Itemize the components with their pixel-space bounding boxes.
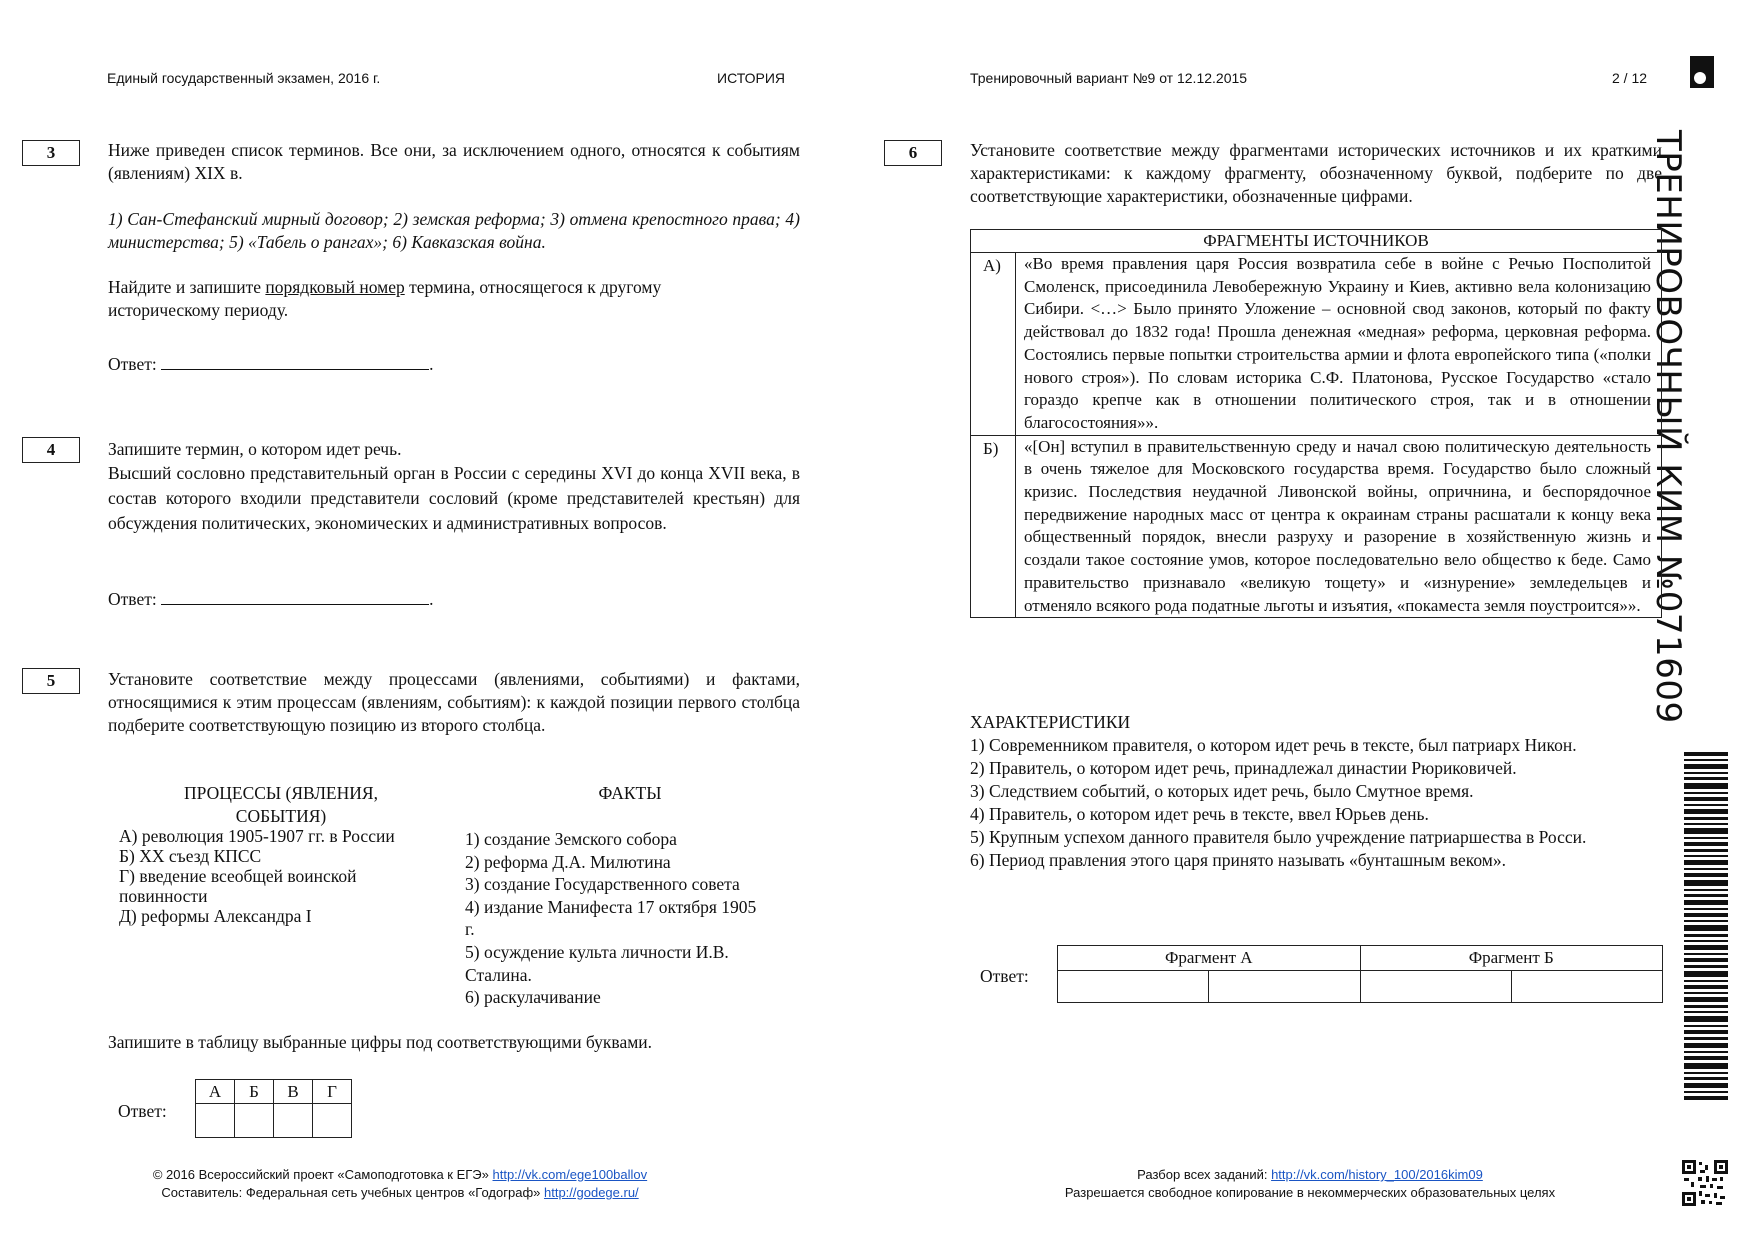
- header-subject: ИСТОРИЯ: [717, 70, 786, 86]
- footer-right: Разбор всех заданий: http://vk.com/history_100/2016kim09 Разрешается свободное копирование в некоммерческих образовательных целях: [1000, 1166, 1620, 1202]
- answer-cell[interactable]: [274, 1104, 313, 1138]
- table-header-v: В: [274, 1080, 313, 1104]
- fragment-label: Б): [971, 435, 1016, 618]
- task3-answer-field[interactable]: [161, 351, 429, 370]
- list-item: 5) осуждение культа личности И.В. Сталина.: [465, 941, 729, 985]
- list-item: Д) реформы Александра I: [119, 906, 312, 926]
- task-number-4: 4: [22, 437, 80, 463]
- characteristics-list: [970, 734, 1662, 872]
- task4-definition: Высший сословно представительный орган в России с середины XVI до конца XVII века, в состав которого входили представители сословий (кроме представителей крестьян) для обсуждения политических, экономических и административных вопросов.: [108, 463, 800, 533]
- task5-answer-table: [195, 1079, 352, 1138]
- answer-cell[interactable]: [313, 1104, 352, 1138]
- list-item: 1) создание Земского собора: [465, 829, 677, 849]
- task5-intro: Установите соответствие между процессами (явлениями, событиями) и фактами, относящимися к этим процессам (явлениям, событиям): к каждой позиции первого столбца подберите соответствующую позицию из второго столбца.: [108, 669, 800, 735]
- fragment-text: «Во время правления царя Россия возвратила себе в войне с Речью Посполитой Смоленск, присоединила Левобережную Украину и Киев, активно вела колонизацию Сибири. <…> Было принято Уложение – основной свод законов, который по факту действовал до 1832 года! Прошла денежная «медная» реформа, церковная реформа. Состоялись первые попытки строительства армии и флота европейского типа («полки нового строя»). По словам историка С.Ф. Платонова, Русское Государство «стало гораздо крепче как в отношении политического строя, так и в отношении благосостояния»».: [1016, 253, 1662, 436]
- answer-cell[interactable]: [1058, 971, 1209, 1003]
- list-item: 6) Период правления этого царя принято называть «бунташным веком».: [970, 850, 1506, 870]
- task4-answer: Ответ: .: [108, 586, 433, 611]
- task5-processes-title: ПРОЦЕССЫ (ЯВЛЕНИЯ, СОБЫТИЯ): [184, 783, 378, 826]
- task5-processes-list: [119, 826, 439, 926]
- table-header-fragment-b: Фрагмент Б: [1360, 946, 1663, 971]
- task-number-5: 5: [22, 668, 80, 694]
- list-item: А) революция 1905-1907 гг. в России: [119, 826, 395, 846]
- list-item: 4) Правитель, о котором идет речь в тексте, ввел Юрьев день.: [970, 804, 1429, 824]
- task-number-6: 6: [884, 140, 942, 166]
- answer-cell[interactable]: [1360, 971, 1511, 1003]
- qr-code-icon: [1682, 1160, 1728, 1206]
- fragment-label: А): [971, 253, 1016, 436]
- header-variant: Тренировочный вариант №9 от 12.12.2015: [970, 70, 1248, 86]
- table-header-a: А: [196, 1080, 235, 1104]
- answer-cell[interactable]: [1511, 971, 1662, 1003]
- header-page: 2 / 12: [1612, 70, 1648, 86]
- task3-terms-list: 1) Сан-Стефанский мирный договор; 2) земская реформа; 3) отмена крепостного права; 4) министерства; 5) «Табель о рангах»; 6) Кавказская война.: [108, 209, 800, 252]
- list-item: 1) Современником правителя, о котором идет речь в тексте, был патриарх Никон.: [970, 735, 1577, 755]
- table-header-b: Б: [235, 1080, 274, 1104]
- list-item: Г) введение всеобщей воинской повинности: [119, 866, 357, 906]
- table-header-fragment-a: Фрагмент А: [1058, 946, 1361, 971]
- sources-table: [970, 229, 1662, 618]
- header-exam: Единый государственный экзамен, 2016 г.: [107, 70, 381, 86]
- task5-facts-title: ФАКТЫ: [598, 783, 662, 803]
- task5-facts-list: [465, 828, 795, 1009]
- table-row: [971, 253, 1662, 436]
- fragment-text: «[Он] вступил в правительственную среду и начал свою политическую деятельность в очень тяжелое для Московского государства время. Государство было сложный кризис. Последствия неудачной Ливонской войны, опричнина, и беспорядочное передвижение народных масс от центра к окраинам страны расшатали к концу века общественный порядок, внесли разруху и разорение в хозяйственную жизнь и создали такое состояние умов, которое последовательно вело общество к беде. Само правительство признавало «великую тощету» и «изнурение» земледельцев и отменяло всякого рода податные льготы и изъятия, «покаместа земля поустроится»».: [1016, 435, 1662, 618]
- task-number-3: 3: [22, 140, 80, 166]
- characteristics-title: ХАРАКТЕРИСТИКИ: [970, 712, 1131, 732]
- list-item: 3) Следствием событий, о которых идет речь, было Смутное время.: [970, 781, 1474, 801]
- footer-link-vk[interactable]: http://vk.com/ege100ballov: [492, 1167, 648, 1182]
- task6-intro: Установите соответствие между фрагментами исторических источников и их краткими характеристиками: к каждому фрагменту, обозначенному буквой, подберите по две соответствующие характеристики, обозначенные цифрами.: [970, 140, 1662, 206]
- side-title: ТРЕНИРОВОЧНЫЙ КИМ №071609: [1648, 130, 1688, 724]
- list-item: 4) издание Манифеста 17 октября 1905 г.: [465, 896, 757, 940]
- task3-answer: Ответ: .: [108, 351, 433, 376]
- task6-answer-label: Ответ:: [980, 966, 1029, 986]
- sources-table-title: ФРАГМЕНТЫ ИСТОЧНИКОВ: [971, 230, 1662, 253]
- task3-instruction: Найдите и запишите порядковый номер термина, относящегося к другому историческому периоду.: [108, 277, 662, 320]
- task5-table-instruction: Запишите в таблицу выбранные цифры под соответствующими буквами.: [108, 1032, 653, 1052]
- list-item: Б) XX съезд КПСС: [119, 846, 262, 866]
- answer-cell[interactable]: [235, 1104, 274, 1138]
- corner-mark-icon: [1690, 56, 1714, 88]
- task4-intro: Запишите термин, о котором идет речь.: [108, 439, 402, 459]
- footer-link-godege[interactable]: http://godege.ru/: [543, 1185, 639, 1200]
- footer-copy-notice: Разрешается свободное копирование в некоммерческих образовательных целях: [1064, 1185, 1556, 1200]
- list-item: 2) реформа Д.А. Милютина: [465, 851, 671, 872]
- footer-link-analysis[interactable]: http://vk.com/history_100/2016kim09: [1271, 1167, 1483, 1182]
- task5-answer-label: Ответ:: [118, 1101, 167, 1121]
- answer-cell[interactable]: [196, 1104, 235, 1138]
- task3-intro: Ниже приведен список терминов. Все они, за исключением одного, относятся к событиям (явлениям) XIX в.: [108, 140, 800, 183]
- list-item: 3) создание Государственного совета: [465, 874, 740, 895]
- footer-left: © 2016 Всероссийский проект «Самоподготовка к ЕГЭ» http://vk.com/ege100ballov Составитель: Федеральная сеть учебных центров «Годограф» http://godege.ru/: [152, 1167, 648, 1200]
- answer-cell[interactable]: [1209, 971, 1360, 1003]
- task4-answer-field[interactable]: [161, 586, 429, 605]
- table-header-g: Г: [313, 1080, 352, 1104]
- list-item: 6) раскулачивание: [465, 987, 601, 1008]
- table-row: [971, 435, 1662, 618]
- barcode-icon: [1684, 752, 1728, 1100]
- task6-answer-table: [1057, 945, 1663, 1003]
- list-item: 5) Крупным успехом данного правителя было учреждение патриаршества в Росси.: [970, 827, 1587, 847]
- list-item: 2) Правитель, о котором идет речь, принадлежал династии Рюриковичей.: [970, 758, 1517, 778]
